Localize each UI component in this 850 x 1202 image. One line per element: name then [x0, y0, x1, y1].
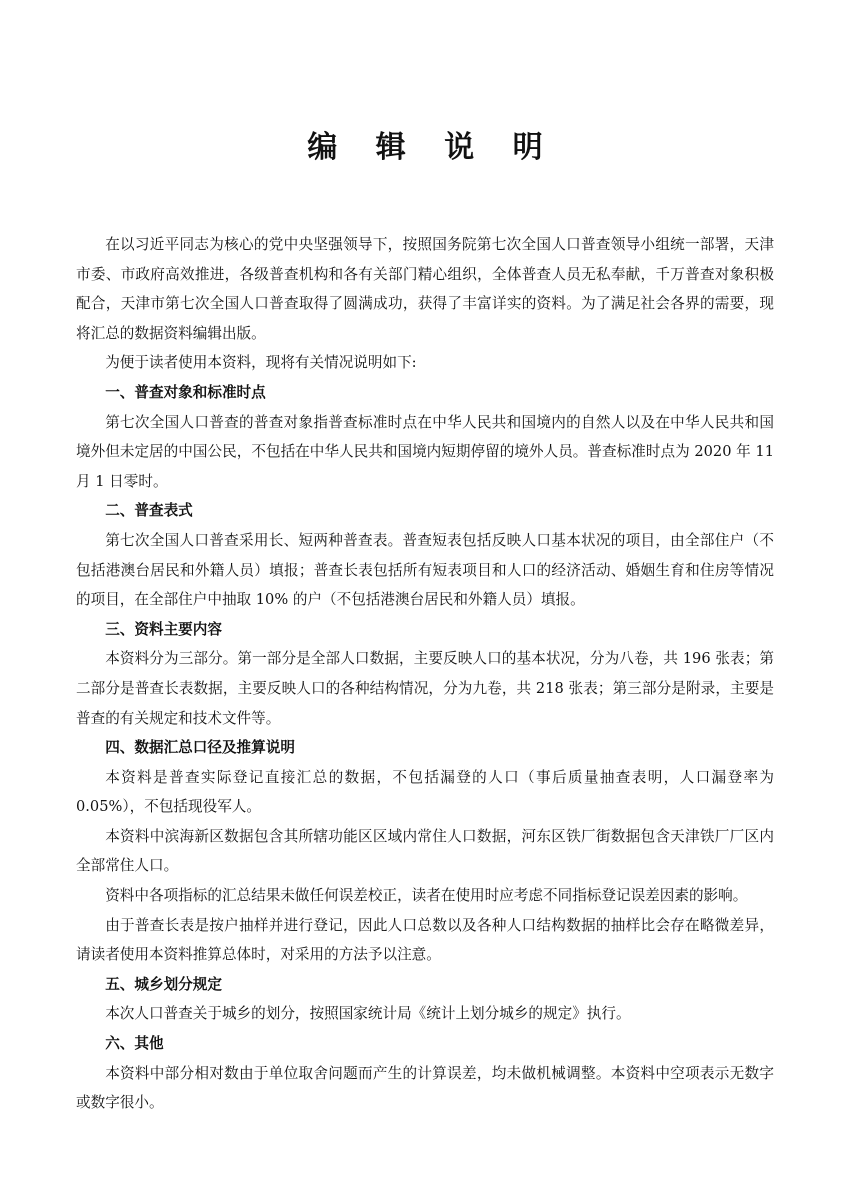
section-paragraph: 资料中各项指标的汇总结果未做任何误差校正，读者在使用时应考虑不同指标登记误差因素的影响。	[105, 887, 748, 905]
page-title: 编 辑 说 明	[307, 130, 557, 165]
section-heading: 四、数据汇总口径及推算说明	[105, 739, 295, 757]
section-paragraph: 本资料中部分相对数由于单位取舍问题而产生的计算误差，均未做机械调整。本资料中空项表示无数字或数字很小。	[76, 1064, 774, 1112]
intro-paragraph: 在以习近平同志为核心的党中央坚强领导下，按照国务院第七次全国人口普查领导小组统一部署，天津市委、市政府高效推进，各级普查机构和各有关部门精心组织，全体普查人员无私奉献，千万普查对象积极配合，天津市第七次全国人口普查取得了圆满成功，获得了丰富详实的资料。为了满足社会各界的需要，现将汇总的数据资料编辑出版。	[76, 236, 774, 342]
section-heading: 二、普查表式	[105, 502, 193, 520]
section-heading: 五、城乡划分规定	[105, 975, 222, 993]
section-paragraph: 第七次全国人口普查采用长、短两种普查表。普查短表包括反映人口基本状况的项目，由全部住户（不包括港澳台居民和外籍人员）填报；普查长表包括所有短表项目和人口的经济活动、婚姻生育和住房等情况的项目，在全部住户中抽取 10% 的户（不包括港澳台居民和外籍人员）填报。	[76, 531, 774, 609]
section-heading: 一、普查对象和标准时点	[105, 383, 266, 401]
section-paragraph: 本资料分为三部分。第一部分是全部人口数据，主要反映人口的基本状况，分为八卷，共 196 张表；第二部分是普查长表数据，主要反映人口的各种结构情况，分为九卷，共 218 张表；第三部分是附录，主要是普查的有关规定和技术文件等。	[76, 650, 774, 727]
section-paragraph: 本次人口普查关于城乡的划分，按照国家统计局《统计上划分城乡的规定》执行。	[105, 1005, 631, 1023]
intro-paragraph: 为便于读者使用本资料，现将有关情况说明如下:	[105, 354, 417, 372]
section-paragraph: 本资料中滨海新区数据包含其所辖功能区区域内常住人口数据，河东区铁厂街数据包含天津铁厂厂区内全部常住人口。	[76, 827, 774, 875]
section-paragraph: 由于普查长表是按户抽样并进行登记，因此人口总数以及各种人口结构数据的抽样比会存在略微差异，请读者使用本资料推算总体时，对采用的方法予以注意。	[76, 916, 774, 964]
section-heading: 三、资料主要内容	[105, 620, 222, 638]
section-paragraph: 第七次全国人口普查的普查对象指普查标准时点在中华人民共和国境内的自然人以及在中华人民共和国境外但未定居的中国公民，不包括在中华人民共和国境内短期停留的境外人员。普查标准时点为 2020 年 11 月 1 日零时。	[76, 413, 774, 490]
section-paragraph: 本资料是普查实际登记直接汇总的数据，不包括漏登的人口（事后质量抽查表明，人口漏登率为 0.05%），不包括现役军人。	[76, 768, 774, 816]
document-body	[76, 230, 774, 1118]
section-heading: 六、其他	[105, 1035, 164, 1053]
